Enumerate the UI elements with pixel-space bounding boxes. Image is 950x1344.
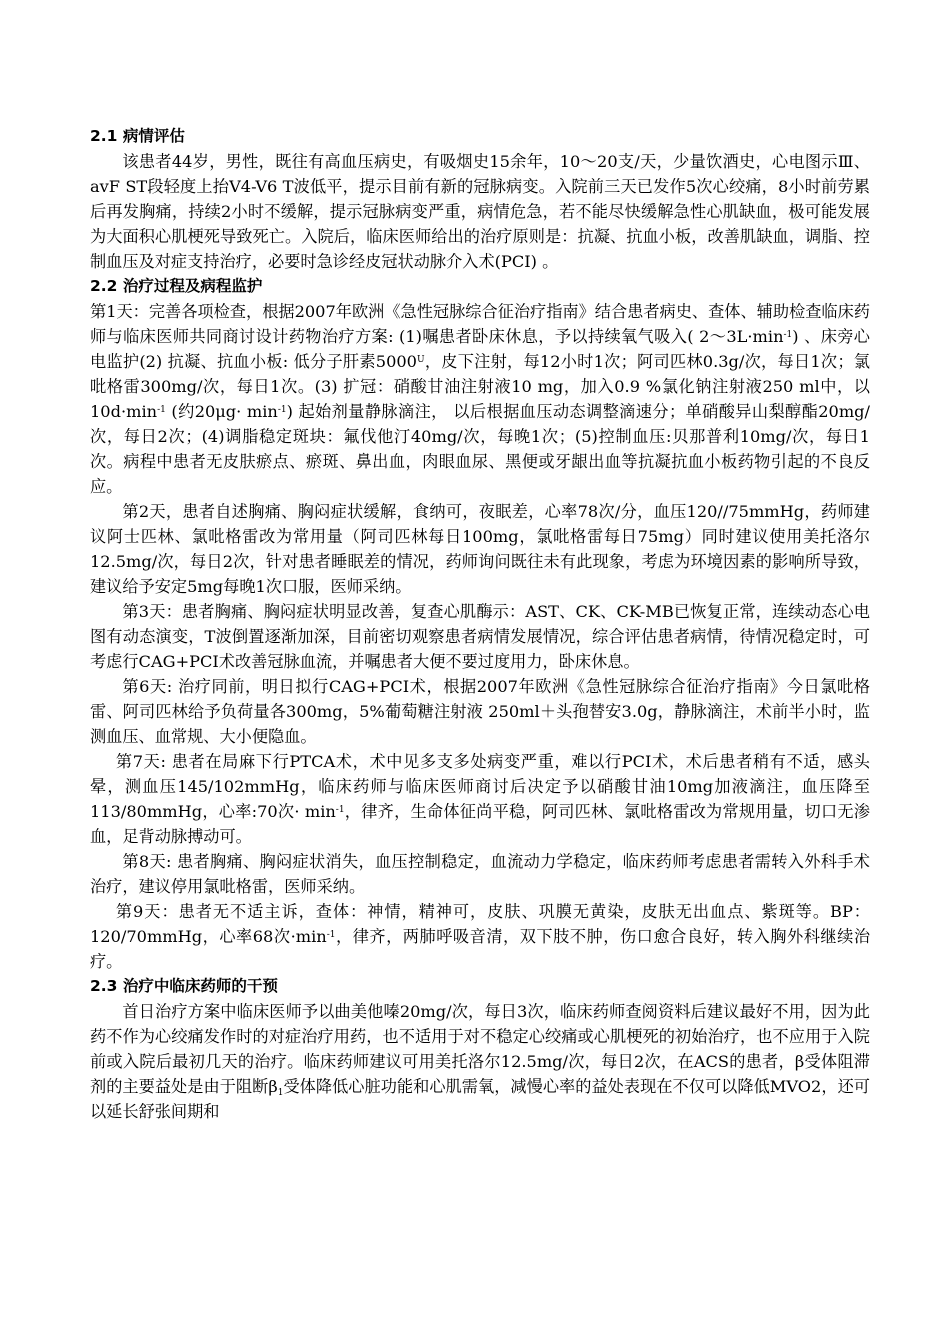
intervention-text-b: 受体降低心脏功能和心肌需氧，减慢心率的益处表现在不仅可以降低MVO2，还可以延长舒张间期和 xyxy=(90,1077,870,1121)
day9-text-b: ，律齐，两肺呼吸音清，双下肢不肿，伤口愈合良好，转入胸外科继续治疗。 xyxy=(90,927,871,971)
day1-superscript-3: -1 xyxy=(157,405,166,415)
day7-text-b: ，律齐，生命体征尚平稳，阿司匹林、氯吡格雷改为常规用量，切口无渗血，足背动脉搏动可。 xyxy=(90,802,870,846)
paragraph-day-9 xyxy=(90,899,870,974)
day1-superscript-2: U xyxy=(416,355,425,365)
day1-text-d: (约20μg· min xyxy=(165,402,278,421)
day1-text-a: 第1天：完善各项检查，根据2007年欧洲《急性冠脉综合征治疗指南》结合患者病史、查体、辅助检查临床药师与临床医师共同商讨设计药物治疗方案: (1)嘱患者卧床休息，予以持续氧气吸入( 2～3L·min xyxy=(90,302,870,346)
beta1-subscript: 1 xyxy=(277,1088,284,1098)
paragraph-day-2: 第2天，患者自述胸痛、胸闷症状缓解，食纳可，夜眠差，心率78次/分，血压120//75mmHg，药师建议阿士匹林、氯吡格雷改为常用量（阿司匹林每日100mg，氯吡格雷每日75mg）同时建议使用美托洛尔12.5mg/次，每日2次，针对患者睡眠差的情况，药师询问既往未有此现象，考虑为环境因素的影响所导致，建议给予安定5mg每晚1次口服，医师采纳。 xyxy=(90,502,870,596)
day1-text-e: ) 起始剂量静脉滴注， 以后根据血压动态调整滴速分；单硝酸异山梨醇酯20mg/次，每日2次；(4)调脂稳定斑块：氟伐他汀40mg/次，每晚1次；(5)控制血压:贝那普利10mg/次，每日1次。病程中患者无皮肤瘀点、瘀斑、鼻出血，肉眼血尿、黑便或牙龈出血等抗凝抗血小板药物引起的不良反应。 xyxy=(90,402,871,496)
day1-superscript-1: -1 xyxy=(783,330,793,340)
day9-text-a: 第9天：患者无不适主诉，查体：神情，精神可，皮肤、巩膜无黄染，皮肤无出血点、紫斑等。BP：120/70mmHg，心率68次·min xyxy=(90,902,870,946)
paragraph-day-8: 第8天: 患者胸痛、胸闷症状消失，血压控制稳定，血流动力学稳定，临床药师考虑患者需转入外科手术治疗，建议停用氯吡格雷，医师采纳。 xyxy=(90,852,870,896)
intervention-text-a: 首日治疗方案中临床医师予以曲美他嗪20mg/次，每日3次，临床药师查阅资料后建议最好不用，因为此药不作为心绞痛发作时的对症治疗用药，也不适用于对不稳定心绞痛或心肌梗死的初始治疗，也不应用于入院前或入院后最初几天的治疗。临床药师建议可用美托洛尔12.5mg/次，每日2次，在ACS的患者，β受体阻滞剂的主要益处是由于阻断β xyxy=(90,1002,870,1096)
paragraph-day-1 xyxy=(90,299,870,499)
day7-superscript: -1 xyxy=(335,805,345,815)
section-heading-2-2: 2.2 治疗过程及病程监护 xyxy=(90,277,263,295)
day7-text-a: 第7天: 患者在局麻下行PTCA术，术中见多支多处病变严重，难以行PCI术，术后患者稍有不适，感头晕，测血压145/102mmHg，临床药师与临床医师商讨后决定予以硝酸甘油10mg加液滴注，血压降至113/80mmHg，心率:70次· min xyxy=(90,752,870,821)
paragraph-assessment: 该患者44岁，男性，既往有高血压病史，有吸烟史15余年，10～20支/天，少量饮酒史，心电图示Ⅲ、avF ST段轻度上抬V4-V6 T波低平，提示目前有新的冠脉病变。入院前三天已发作5次心绞痛，8小时前劳累后再发胸痛，持续2小时不缓解，提示冠脉病变严重，病情危急，若不能尽快缓解急性心肌缺血，极可能发展为大面积心肌梗死导致死亡。入院后，临床医师给出的治疗原则是：抗凝、抗血小板，改善肌缺血，调脂、控制血压及对症支持治疗，必要时急诊经皮冠状动脉介入术(PCI) 。 xyxy=(90,152,870,271)
paragraph-day-7 xyxy=(90,749,870,849)
section-heading-2-3: 2.3 治疗中临床药师的干预 xyxy=(90,977,278,995)
day1-text-b: ) 、床旁心电监护(2) 抗凝、抗血小板: 低分子肝素5000 xyxy=(90,327,870,371)
day1-text-c: ，皮下注射，每12小时1次；阿司匹林0.3g/次，每日1次；氯吡格雷300mg/次，每日1次。(3) 扩冠：硝酸甘油注射液10 mg，加入0.9 %氯化钠注射液250 ml中，以10d·min xyxy=(90,352,870,421)
day1-superscript-4: -1 xyxy=(277,405,287,415)
paragraph-intervention xyxy=(90,999,870,1124)
paragraph-day-6: 第6天: 治疗同前，明日拟行CAG+PCI术，根据2007年欧洲《急性冠脉综合征治疗指南》今日氯吡格雷、阿司匹林给予负荷量各300mg，5%葡萄糖注射液 250ml＋头孢替安3.0g，静脉滴注，术前半小时，监测血压、血常规、大小便隐血。 xyxy=(90,677,870,746)
paragraph-day-3: 第3天：患者胸痛、胸闷症状明显改善，复查心肌酶示：AST、CK、CK-MB已恢复正常，连续动态心电图有动态演变，T波倒置逐渐加深，目前密切观察患者病情发展情况，综合评估患者病情，待情况稳定时，可考虑行CAG+PCI术改善冠脉血流，并嘱患者大便不要过度用力，卧床休息。 xyxy=(90,602,870,671)
day9-superscript: -1 xyxy=(326,930,336,940)
document-page xyxy=(90,124,870,1124)
section-heading-2-1: 2.1 病情评估 xyxy=(90,127,185,145)
